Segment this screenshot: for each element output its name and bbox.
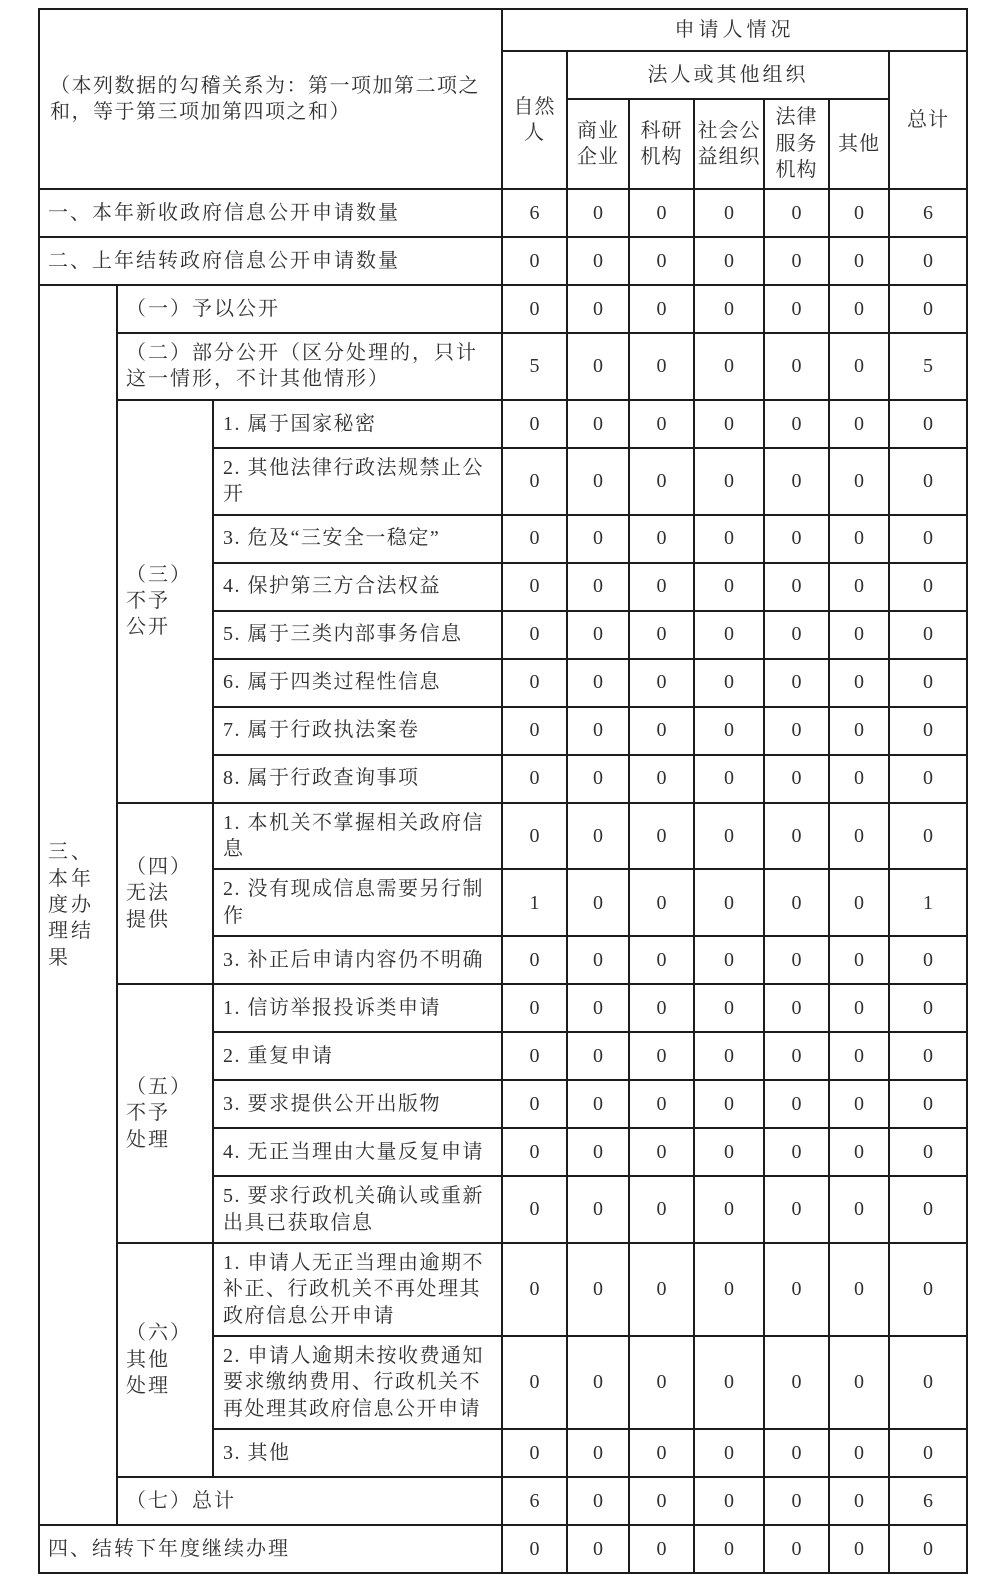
value-cell: 0 [829, 1080, 889, 1128]
value-cell: 0 [567, 1128, 629, 1176]
header-col-research: 科研机构 [629, 99, 694, 189]
value-cell: 0 [829, 1477, 889, 1525]
table-row [39, 984, 967, 1032]
value-cell: 0 [694, 936, 764, 984]
value-cell: 0 [889, 1429, 967, 1477]
value-cell: 0 [829, 1128, 889, 1176]
table-row [39, 285, 967, 333]
document-page [0, 8, 1000, 1574]
row-item-cell: 6. 属于四类过程性信息 [213, 659, 502, 707]
value-cell: 0 [764, 936, 829, 984]
value-cell: 0 [629, 1429, 694, 1477]
value-cell: 0 [502, 984, 567, 1032]
value-cell: 0 [694, 333, 764, 400]
value-cell: 0 [567, 189, 629, 237]
value-cell: 0 [629, 803, 694, 870]
value-cell: 0 [829, 611, 889, 659]
value-cell: 0 [889, 1128, 967, 1176]
table-row [39, 189, 967, 237]
value-cell: 0 [829, 400, 889, 448]
value-cell: 0 [764, 1525, 829, 1573]
value-cell: 0 [629, 1080, 694, 1128]
row-item-cell: 1. 属于国家秘密 [213, 400, 502, 448]
header-applicant-group: 申请人情况 [502, 9, 967, 51]
value-cell: 0 [629, 611, 694, 659]
value-cell: 0 [502, 707, 567, 755]
value-cell: 0 [567, 936, 629, 984]
value-cell: 0 [502, 1243, 567, 1336]
value-cell: 0 [629, 1176, 694, 1243]
value-cell: 0 [764, 1336, 829, 1429]
value-cell: 0 [694, 448, 764, 515]
value-cell: 0 [889, 563, 967, 611]
value-cell: 0 [829, 803, 889, 870]
header-col-legal-service: 法律服务机构 [764, 99, 829, 189]
value-cell: 0 [829, 1525, 889, 1573]
value-cell: 0 [889, 707, 967, 755]
note-cell: （本列数据的勾稽关系为：第一项加第二项之和，等于第三项加第四项之和） [39, 9, 502, 189]
header-col-business: 商业企业 [567, 99, 629, 189]
value-cell: 0 [567, 1176, 629, 1243]
value-cell: 0 [829, 189, 889, 237]
value-cell: 0 [829, 1032, 889, 1080]
value-cell: 0 [502, 755, 567, 803]
value-cell: 0 [502, 515, 567, 563]
header-legal-org-group: 法人或其他组织 [567, 51, 889, 99]
header-natural-person: 自然人 [502, 51, 567, 189]
value-cell: 0 [502, 237, 567, 285]
row-label-cell: （七）总计 [117, 1477, 502, 1525]
value-cell: 0 [764, 869, 829, 936]
value-cell: 0 [829, 936, 889, 984]
table-row [39, 237, 967, 285]
row-item-cell: 5. 要求行政机关确认或重新出具已获取信息 [213, 1176, 502, 1243]
value-cell: 0 [889, 803, 967, 870]
row-item-cell: 1. 申请人无正当理由逾期不补正、行政机关不再处理其政府信息公开申请 [213, 1243, 502, 1336]
table-body [39, 189, 967, 1573]
value-cell: 0 [889, 659, 967, 707]
row-group-cell: 三、本年度办理结果 [39, 285, 117, 1525]
value-cell: 0 [829, 237, 889, 285]
value-cell: 0 [567, 515, 629, 563]
table-row [39, 400, 967, 448]
value-cell: 0 [764, 1176, 829, 1243]
value-cell: 0 [629, 515, 694, 563]
row-item-cell: 7. 属于行政执法案卷 [213, 707, 502, 755]
value-cell: 0 [889, 755, 967, 803]
value-cell: 0 [889, 611, 967, 659]
row-item-cell: 4. 保护第三方合法权益 [213, 563, 502, 611]
value-cell: 6 [889, 189, 967, 237]
value-cell: 0 [629, 1477, 694, 1525]
value-cell: 0 [567, 563, 629, 611]
value-cell: 0 [764, 707, 829, 755]
value-cell: 0 [629, 237, 694, 285]
row-item-cell: 2. 其他法律行政法规禁止公开 [213, 448, 502, 515]
value-cell: 0 [694, 984, 764, 1032]
value-cell: 0 [567, 333, 629, 400]
value-cell: 0 [829, 333, 889, 400]
value-cell: 0 [629, 1336, 694, 1429]
value-cell: 0 [629, 984, 694, 1032]
value-cell: 0 [829, 755, 889, 803]
value-cell: 0 [502, 563, 567, 611]
value-cell: 0 [567, 1336, 629, 1429]
header-col-other: 其他 [829, 99, 889, 189]
value-cell: 0 [889, 237, 967, 285]
value-cell: 0 [567, 755, 629, 803]
row-item-cell: 2. 没有现成信息需要另行制作 [213, 869, 502, 936]
value-cell: 0 [889, 1032, 967, 1080]
value-cell: 0 [829, 707, 889, 755]
value-cell: 0 [829, 1429, 889, 1477]
disclosure-table [38, 8, 968, 1574]
value-cell: 0 [694, 1429, 764, 1477]
value-cell: 0 [567, 1525, 629, 1573]
value-cell: 0 [694, 1477, 764, 1525]
value-cell: 0 [629, 333, 694, 400]
value-cell: 0 [629, 869, 694, 936]
value-cell: 0 [829, 563, 889, 611]
value-cell: 0 [629, 707, 694, 755]
value-cell: 6 [502, 1477, 567, 1525]
value-cell: 0 [764, 803, 829, 870]
value-cell: 0 [629, 936, 694, 984]
value-cell: 0 [889, 1525, 967, 1573]
value-cell: 0 [567, 1032, 629, 1080]
value-cell: 0 [502, 285, 567, 333]
value-cell: 0 [502, 936, 567, 984]
value-cell: 0 [889, 936, 967, 984]
value-cell: 5 [502, 333, 567, 400]
table-row [39, 803, 967, 870]
value-cell: 0 [567, 659, 629, 707]
value-cell: 0 [694, 1176, 764, 1243]
value-cell: 0 [502, 659, 567, 707]
value-cell: 0 [889, 515, 967, 563]
value-cell: 0 [764, 659, 829, 707]
value-cell: 0 [629, 1128, 694, 1176]
value-cell: 0 [889, 285, 967, 333]
value-cell: 0 [629, 755, 694, 803]
value-cell: 0 [694, 611, 764, 659]
value-cell: 0 [502, 1176, 567, 1243]
value-cell: 0 [694, 237, 764, 285]
value-cell: 6 [502, 189, 567, 237]
value-cell: 0 [764, 448, 829, 515]
value-cell: 0 [567, 448, 629, 515]
value-cell: 0 [889, 448, 967, 515]
row-item-cell: 2. 重复申请 [213, 1032, 502, 1080]
value-cell: 0 [764, 1128, 829, 1176]
value-cell: 0 [502, 1080, 567, 1128]
value-cell: 0 [567, 803, 629, 870]
row-subgroup-cell: （六）其他处理 [117, 1243, 213, 1477]
row-label-cell: 一、本年新收政府信息公开申请数量 [39, 189, 502, 237]
value-cell: 0 [694, 1336, 764, 1429]
value-cell: 0 [764, 755, 829, 803]
value-cell: 0 [829, 659, 889, 707]
value-cell: 0 [829, 285, 889, 333]
value-cell: 0 [502, 400, 567, 448]
value-cell: 0 [567, 1477, 629, 1525]
value-cell: 0 [694, 1032, 764, 1080]
value-cell: 0 [567, 1429, 629, 1477]
value-cell: 0 [629, 1525, 694, 1573]
value-cell: 0 [567, 611, 629, 659]
value-cell: 0 [694, 563, 764, 611]
row-label-cell: （二）部分公开（区分处理的，只计这一情形，不计其他情形） [117, 333, 502, 400]
row-item-cell: 1. 本机关不掌握相关政府信息 [213, 803, 502, 870]
row-item-cell: 8. 属于行政查询事项 [213, 755, 502, 803]
row-item-cell: 5. 属于三类内部事务信息 [213, 611, 502, 659]
value-cell: 0 [829, 448, 889, 515]
value-cell: 0 [629, 189, 694, 237]
value-cell: 0 [502, 1336, 567, 1429]
value-cell: 0 [502, 1032, 567, 1080]
row-subgroup-cell: （四）无法提供 [117, 803, 213, 985]
value-cell: 0 [629, 659, 694, 707]
row-label-cell: 四、结转下年度继续办理 [39, 1525, 502, 1573]
value-cell: 0 [567, 285, 629, 333]
value-cell: 0 [567, 237, 629, 285]
value-cell: 0 [764, 1080, 829, 1128]
row-item-cell: 1. 信访举报投诉类申请 [213, 984, 502, 1032]
value-cell: 0 [694, 659, 764, 707]
header-row-1 [39, 9, 967, 51]
header-col-social-welfare: 社会公益组织 [694, 99, 764, 189]
table-row [39, 1243, 967, 1336]
value-cell: 0 [764, 400, 829, 448]
value-cell: 0 [764, 237, 829, 285]
value-cell: 0 [567, 400, 629, 448]
row-subgroup-cell: （三）不予公开 [117, 400, 213, 803]
value-cell: 0 [629, 1243, 694, 1336]
value-cell: 1 [889, 869, 967, 936]
value-cell: 0 [764, 285, 829, 333]
value-cell: 0 [694, 1128, 764, 1176]
value-cell: 0 [502, 803, 567, 870]
row-item-cell: 2. 申请人逾期未按收费通知要求缴纳费用、行政机关不再处理其政府信息公开申请 [213, 1336, 502, 1429]
value-cell: 0 [502, 1128, 567, 1176]
value-cell: 0 [502, 448, 567, 515]
value-cell: 0 [889, 1176, 967, 1243]
value-cell: 0 [829, 869, 889, 936]
value-cell: 0 [889, 1243, 967, 1336]
value-cell: 0 [694, 1080, 764, 1128]
value-cell: 0 [567, 984, 629, 1032]
value-cell: 5 [889, 333, 967, 400]
value-cell: 0 [764, 1477, 829, 1525]
value-cell: 0 [889, 984, 967, 1032]
value-cell: 0 [629, 285, 694, 333]
value-cell: 0 [694, 755, 764, 803]
value-cell: 0 [629, 448, 694, 515]
value-cell: 0 [694, 1525, 764, 1573]
value-cell: 0 [502, 1525, 567, 1573]
value-cell: 0 [764, 984, 829, 1032]
value-cell: 0 [764, 189, 829, 237]
value-cell: 0 [694, 515, 764, 563]
value-cell: 0 [764, 563, 829, 611]
value-cell: 0 [764, 333, 829, 400]
row-item-cell: 3. 要求提供公开出版物 [213, 1080, 502, 1128]
value-cell: 0 [567, 869, 629, 936]
row-subgroup-cell: （五）不予处理 [117, 984, 213, 1243]
value-cell: 0 [629, 563, 694, 611]
value-cell: 0 [502, 1429, 567, 1477]
value-cell: 0 [829, 515, 889, 563]
value-cell: 0 [694, 189, 764, 237]
value-cell: 0 [829, 1336, 889, 1429]
value-cell: 0 [567, 1080, 629, 1128]
row-item-cell: 3. 补正后申请内容仍不明确 [213, 936, 502, 984]
value-cell: 0 [694, 803, 764, 870]
value-cell: 0 [694, 285, 764, 333]
value-cell: 0 [694, 707, 764, 755]
value-cell: 0 [829, 1176, 889, 1243]
value-cell: 0 [764, 1032, 829, 1080]
value-cell: 0 [764, 1429, 829, 1477]
value-cell: 0 [829, 984, 889, 1032]
value-cell: 0 [764, 1243, 829, 1336]
value-cell: 6 [889, 1477, 967, 1525]
header-total: 总计 [889, 51, 967, 189]
value-cell: 0 [694, 1243, 764, 1336]
value-cell: 0 [694, 869, 764, 936]
row-item-cell: 3. 其他 [213, 1429, 502, 1477]
value-cell: 0 [629, 400, 694, 448]
row-item-cell: 3. 危及“三安全一稳定” [213, 515, 502, 563]
value-cell: 0 [889, 1336, 967, 1429]
row-item-cell: 4. 无正当理由大量反复申请 [213, 1128, 502, 1176]
table-row [39, 1477, 967, 1525]
value-cell: 0 [889, 1080, 967, 1128]
value-cell: 0 [629, 1032, 694, 1080]
value-cell: 0 [764, 611, 829, 659]
table-row [39, 1525, 967, 1573]
value-cell: 0 [567, 707, 629, 755]
value-cell: 0 [502, 611, 567, 659]
value-cell: 0 [829, 1243, 889, 1336]
value-cell: 0 [889, 400, 967, 448]
value-cell: 0 [694, 400, 764, 448]
row-label-cell: 二、上年结转政府信息公开申请数量 [39, 237, 502, 285]
value-cell: 0 [567, 1243, 629, 1336]
row-label-cell: （一）予以公开 [117, 285, 502, 333]
value-cell: 1 [502, 869, 567, 936]
table-row [39, 333, 967, 400]
value-cell: 0 [764, 515, 829, 563]
